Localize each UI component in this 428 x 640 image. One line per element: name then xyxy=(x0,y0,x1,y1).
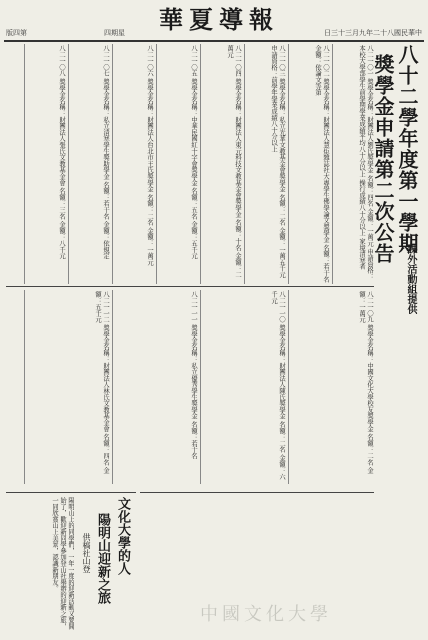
newspaper-masthead: 華夏導報 xyxy=(159,5,279,34)
scholarship-grid xyxy=(6,44,374,484)
issue-date: 日三十三月九年二十八國民華中 xyxy=(324,29,422,37)
scholarship-entry: 八二一〇八 獎學金名稱：財團法人張氏文教基金會 名額：三名 金額：八千元 xyxy=(24,44,66,284)
culture-article-byline: 供稿社山登 xyxy=(82,533,91,573)
scholarship-entry: 八二一〇九 獎學金名稱：中國文化大學校友獎學金 名額：二名 金額：一萬元 xyxy=(288,290,374,484)
weekday: 四期星 xyxy=(104,29,125,37)
announcement-title-block xyxy=(371,44,422,314)
archive-watermark: 中國文化大學 xyxy=(200,604,332,625)
announcement-sponsor: 課外活動組提供 xyxy=(405,244,416,314)
scholarship-entry: 八二一〇五 獎學金名稱：中華民國紅十字會獎學金 名額：五名 金額：五千元 xyxy=(156,44,198,284)
scholarship-entry: 八二一一二 獎學金名稱：財團法人林氏文教基金會 名額：四名 金額：五千元 xyxy=(24,290,110,484)
culture-article-body: 陽明山上的同學們，一年一度的迎新活動又要開始了，歡迎新同學參加登山社舉辦的迎新之旅，一同欣賞山上美景，認識新朋友。 xyxy=(51,497,74,630)
culture-article-subtitle: 陽明山迎新之旅 xyxy=(95,513,110,604)
culture-article-title: 文化大學的人 xyxy=(115,497,130,575)
scholarship-entry: 八二一〇一 獎學金名稱：財團法人劉氏獎學金 名額：四名 金額：一萬元 申請資格：本校大學部學生前學期學業成績平均八十分以上 操行成績八十分以上 家境清寒者 xyxy=(332,44,374,284)
page-number: 版四第 xyxy=(6,29,27,37)
scholarship-entry: 八二一〇四 獎學金名稱：財團法人東元科技文教基金會獎學金 名額：十名 金額：二萬元 xyxy=(200,44,242,284)
scholarship-entry: 八二一〇三 獎學金名稱：私立光華文教基金會獎學金 名額：二名 金額：一萬五千元 申請資格：前學年學業成績八十分以上 xyxy=(244,44,286,284)
scholarship-entry: 八二一〇七 獎學金名稱：私立清寒學生獎助學金 名額：若干名 金額：依規定 xyxy=(68,44,110,284)
scholarship-entry: 八二一〇二 獎學金名稱：財團法人慧炬雜誌社大專學生佛學論文獎學金 名額：若干名 金額：依論文等第 xyxy=(288,44,330,284)
culture-article xyxy=(6,492,136,635)
page-body xyxy=(6,44,422,634)
scholarship-entry: 八二一〇六 獎學金名稱：財團法人台北市王氏獎學金 名額：二名 金額：一萬元 xyxy=(112,44,154,284)
scholarship-entry: 八二一一〇 獎學金名稱：財團法人陳氏獎學金 名額：二名 金額：六千元 xyxy=(200,290,286,484)
right-lower-column xyxy=(378,292,422,634)
scholarship-entry: 八二一一一 獎學金名稱：私立優秀學生獎學金 名額：若干名 xyxy=(112,290,198,484)
masthead-bar xyxy=(4,4,424,42)
announcement-title-line1: 八十二學年度第一學期 xyxy=(395,44,419,254)
row-divider xyxy=(6,286,374,287)
announcement-title-line2: 獎學金申請第二次公告 xyxy=(371,54,395,264)
